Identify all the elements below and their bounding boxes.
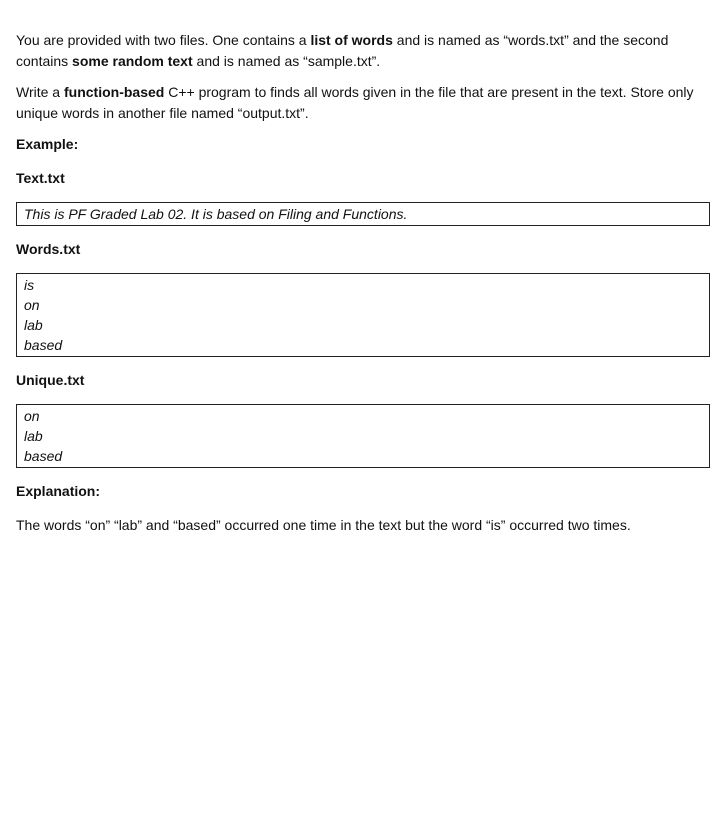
intro-text-3: and is named as “sample.txt”. [192,53,381,69]
example-heading: Example: [16,136,79,152]
text-file-box [16,202,710,226]
task-text-1: Write a [16,84,64,100]
words-file-line: based [24,337,63,353]
unique-file-line: lab [24,428,43,444]
unique-file-line: based [24,448,63,464]
words-file-line: lab [24,317,43,333]
text-file-heading: Text.txt [16,170,65,186]
explanation-text: The words “on” “lab” and “based” occurred one time in the text but the word “is” occurred two times. [16,517,631,533]
words-file-box [16,273,710,357]
task-text-2: C++ program to finds all words given in the file that are present in the text. Store only unique words in another file named “output.txt”. [16,84,694,121]
intro-bold-list-of-words: list of words [310,32,393,48]
intro-bold-random-text: some random text [72,53,193,69]
document-page [16,30,710,546]
intro-paragraph [16,30,710,72]
unique-file-heading: Unique.txt [16,372,85,388]
words-file-heading: Words.txt [16,241,81,257]
task-paragraph [16,82,710,124]
task-bold-function-based: function-based [63,84,165,100]
unique-file-line: on [24,408,40,424]
text-file-line: This is PF Graded Lab 02. It is based on Filing and Functions. [24,206,408,222]
intro-text-2: and is named as “words.txt” and the second contains [16,32,669,69]
unique-file-box [16,404,710,468]
words-file-line: is [24,277,35,293]
intro-text-1: You are provided with two files. One contains a [16,32,311,48]
explanation-heading: Explanation: [16,483,101,499]
words-file-line: on [24,297,40,313]
